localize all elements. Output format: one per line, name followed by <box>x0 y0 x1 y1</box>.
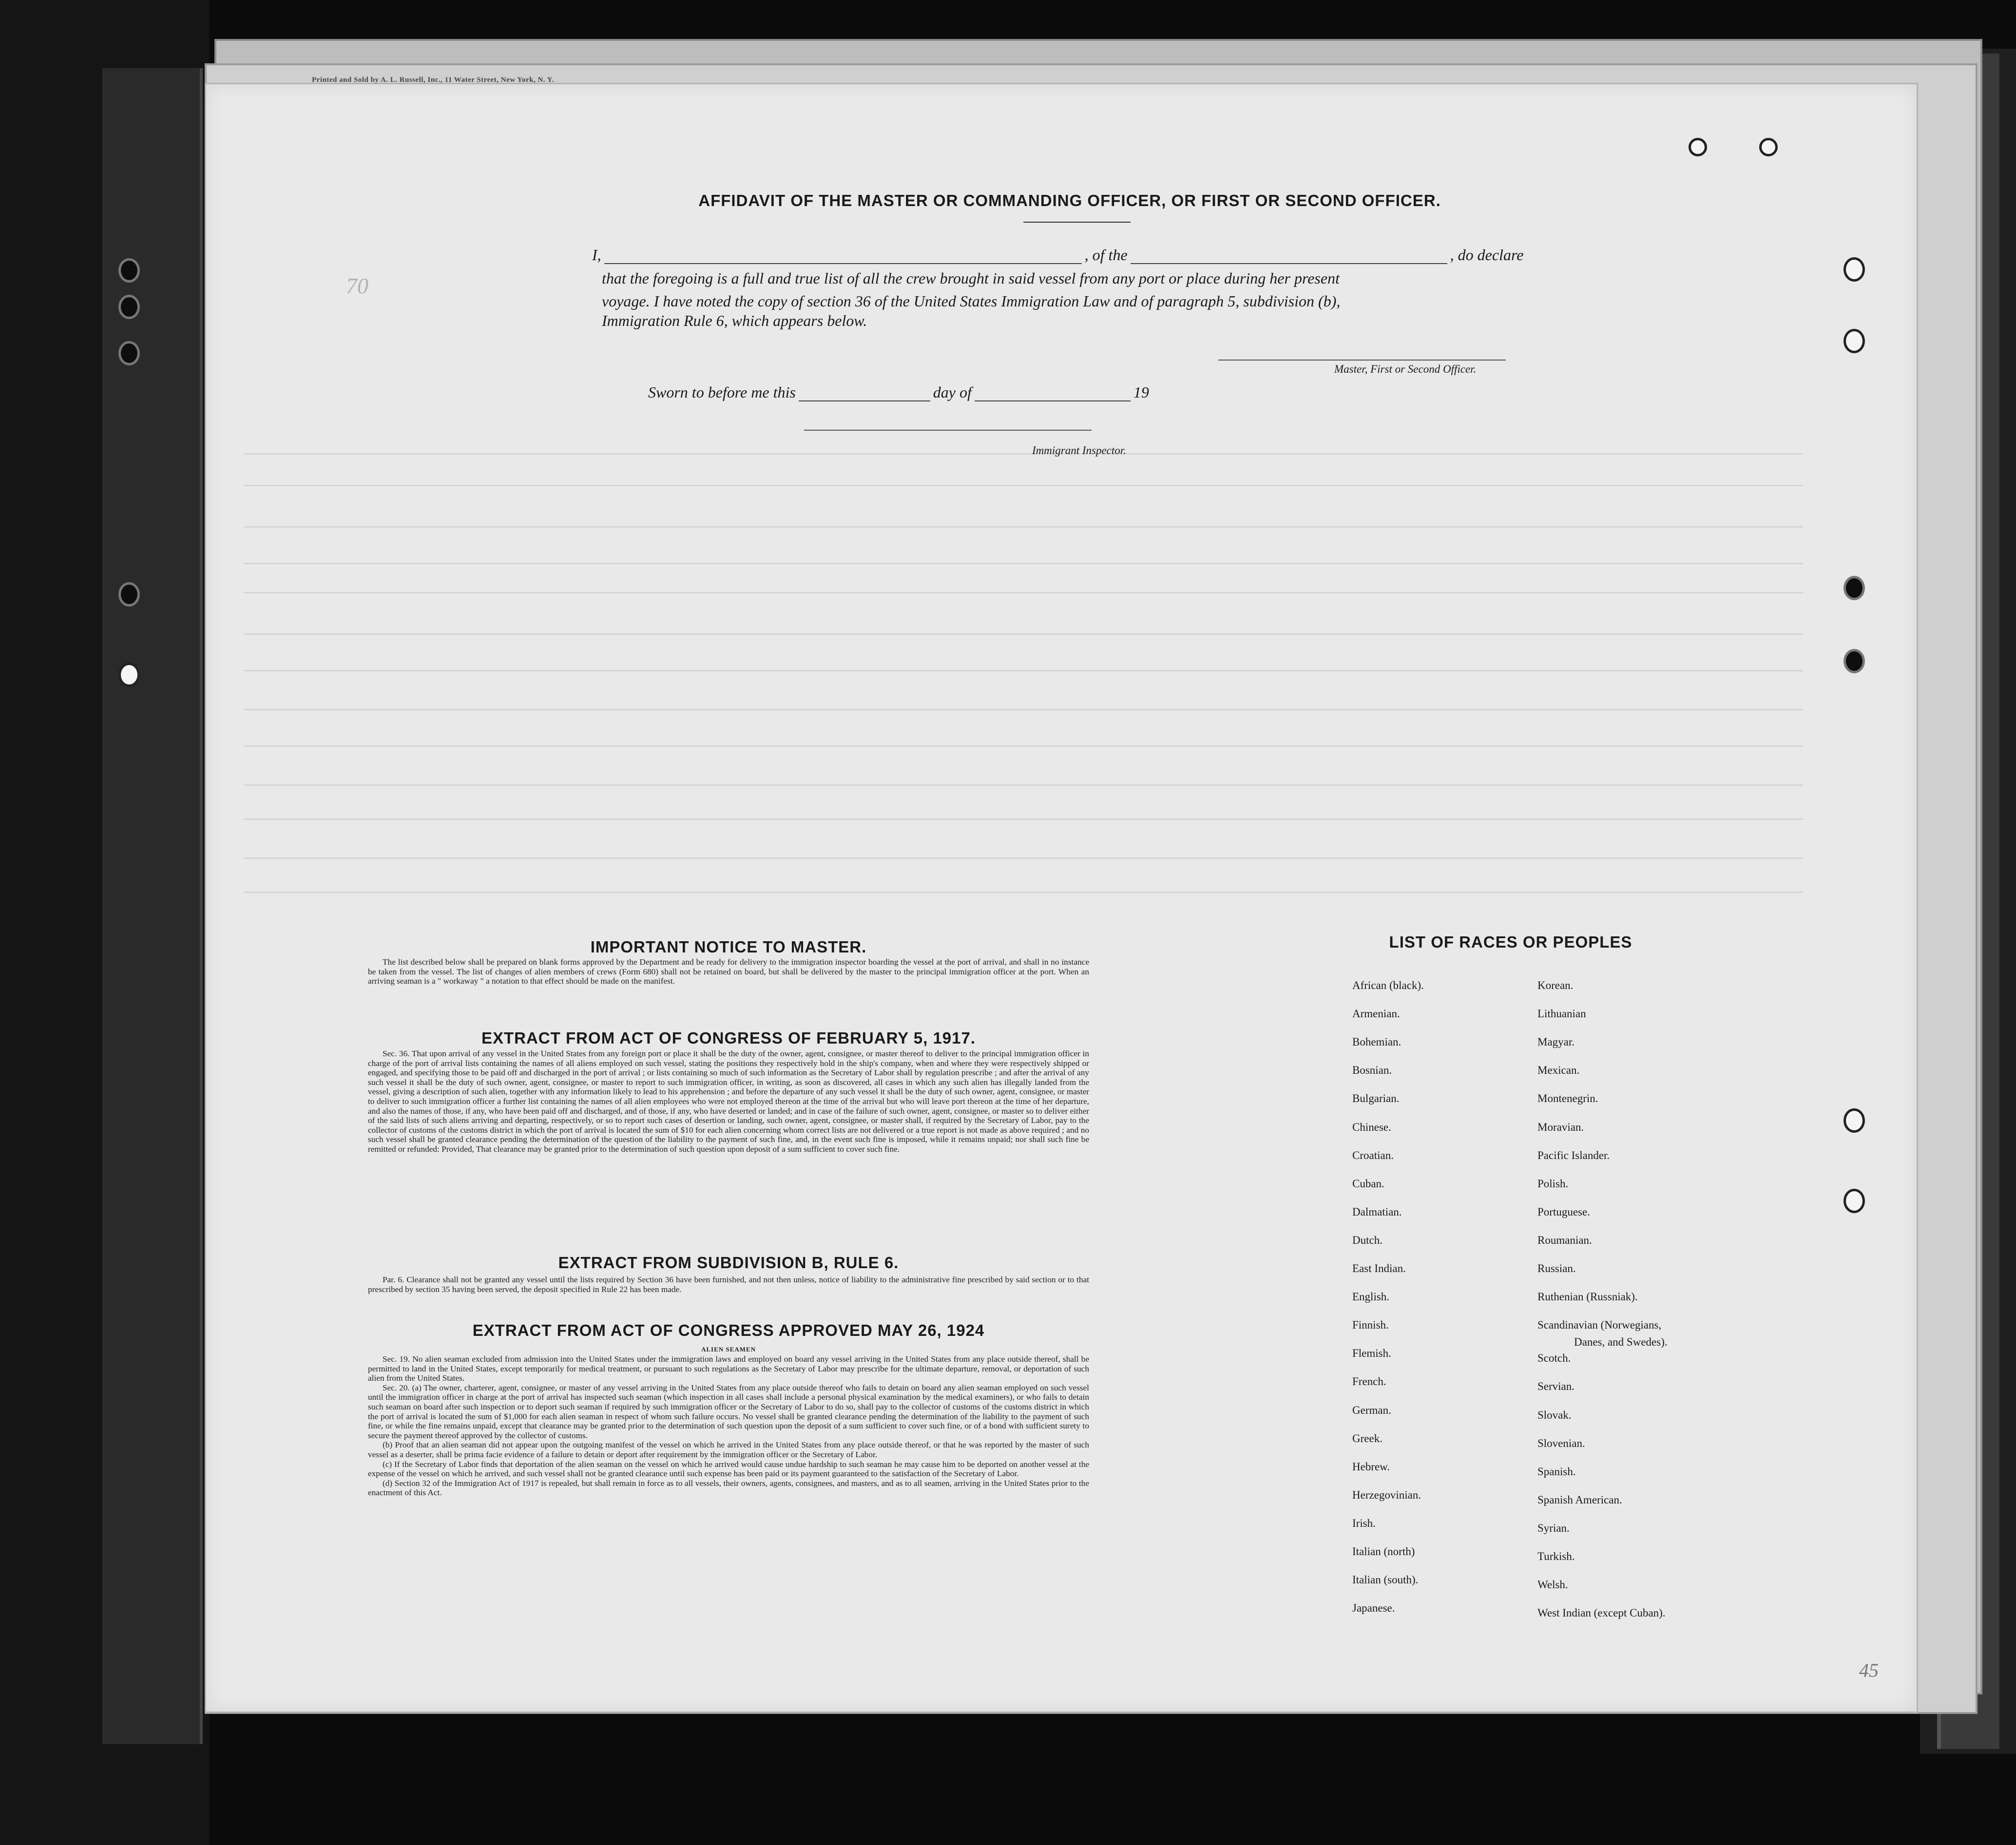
race-item: Japanese. <box>1352 1602 1395 1615</box>
extract-1917-paragraph: Sec. 36. That upon arrival of any vessel in the United States from any foreign port or place it shall be the duty of the owner, agent, consignee, or master thereof to deliver to the principal immigration officer in charge of the port of arrival lists containing the names of all aliens employed on such vessel, stating the positions they respectively hold in the ship's company, when and where they were respectively shipped or engaged, and specifying those to be paid off and discharged in the port of arrival ; or lists containing so much of such information as the Secretary of Labor shall by regulation prescribe ; and after the arrival of any such vessel it shall be the duty of such owner, agent, consignee, or master to report to such immigration officer, in writing, as soon as discovered, all cases in which any such alien has illegally landed from the vessel, giving a description of such alien, together with any information likely to lead to his apprehension ; and before the departure of any such vessel it shall be the duty of such owner, agent, consignee, or master to deliver to such immigration officer a further list containing the names of all alien employees who were not employed thereon at the time of the arrival but who will leave port thereon at the time of her departure, and also the names of those, if any, who have been paid off and discharged, and of those, if any, who have deserted or landed; and in case of the failure of such owner, agent, consignee, or master so to deliver either of the said lists of such aliens arriving and departing, respectively, or so to report such cases of desertion or landing, such owner, agent, consignee, or master shall, if required by the Secretary of Labor, pay to the collector of customs of the customs district in which the port of arrival is located the sum of $10 for each alien concerning whom correct lists are not delivered or a true report is not made as above required ; and no such vessel shall be granted clearance pending the determination of the question of the liability to the payment of such fine, and, in the event such fine is imposed, while it remains unpaid; nor shall such fine be remitted or refunded: Provided, That clearance may be granted prior to the determination of such question upon deposit of a sum sufficient to cover such fine. <box>368 1049 1089 1154</box>
races-title: LIST OF RACES OR PEOPLES <box>1389 933 1632 951</box>
punch-hole <box>1843 257 1865 282</box>
subdivision-b-title: EXTRACT FROM SUBDIVISION B, RULE 6. <box>558 1254 899 1272</box>
extract-1924-paragraph: (c) If the Secretary of Labor finds that deportation of the alien seaman on the vessel on which he arrived would cause undue hardship to such seaman he may cause him to be deported on another vessel at the expense of the vessel on which he arrived, and such vessel shall not be granted clearance until such expense has been paid or its payment guaranteed to the satisfaction of the Secretary of Labor. <box>368 1459 1089 1479</box>
ghost-row <box>244 857 1803 859</box>
notice-paragraph: The list described below shall be prepared on blank forms approved by the Department and be ready for delivery to the immigration inspector boarding the vessel at the port of arrival, and shall in no instance be taken from the vessel. The list of changes of alien members of crews (Form 680) shall not be retained on board, but shall be delivered by the master to the principal immigration officer at the port. When an arriving seaman is a " workaway " a notation to that effect should be made on the manifest. <box>368 957 1089 986</box>
ghost-row <box>244 485 1803 486</box>
punch-hole <box>1689 138 1707 156</box>
race-item: Spanish. <box>1537 1465 1576 1478</box>
declaration-line <box>592 246 1523 264</box>
race-item: Lithuanian <box>1537 1008 1586 1020</box>
extract-1917-title: EXTRACT FROM ACT OF CONGRESS OF FEBRUARY 5, 1917. <box>481 1029 976 1047</box>
punch-hole <box>1843 649 1865 673</box>
declaration-of-the: , of the <box>1084 246 1128 264</box>
declaration-i: I, <box>592 246 601 264</box>
sworn-text: Sworn to before me this <box>648 383 796 401</box>
subdivision-b-text <box>368 1275 1089 1294</box>
race-item: Russian. <box>1537 1262 1576 1274</box>
race-item: Italian (south). <box>1352 1574 1419 1586</box>
notice-title: IMPORTANT NOTICE TO MASTER. <box>590 938 867 956</box>
punch-hole <box>118 663 140 687</box>
extract-1924-paragraph: (d) Section 32 of the Immigration Act of 1917 is repealed, but shall remain in force as to all vessels, their owners, agents, consignees, and masters, and as to all seamen, arriving in the United States prior to the enactment of this Act. <box>368 1478 1089 1498</box>
race-item: Pacific Islander. <box>1537 1149 1610 1161</box>
declaration-declare: , do declare <box>1450 246 1524 264</box>
extract-1924-text <box>368 1354 1089 1498</box>
ghost-row <box>244 563 1803 564</box>
alien-seamen-subtitle: ALIEN SEAMEN <box>701 1346 756 1353</box>
race-item: Scotch. <box>1537 1352 1571 1365</box>
extract-1924-title: EXTRACT FROM ACT OF CONGRESS APPROVED MAY 26, 1924 <box>472 1321 985 1339</box>
ghost-row <box>244 453 1803 455</box>
race-item: Cuban. <box>1352 1177 1384 1190</box>
ghost-row <box>244 526 1803 528</box>
race-item: Finnish. <box>1352 1319 1389 1331</box>
race-item: Flemish. <box>1352 1347 1391 1360</box>
affidavit-line-3: voyage. I have noted the copy of section 36 of the United States Immigration Law and of paragraph 5, subdivision (b), <box>602 292 1341 310</box>
race-item: Polish. <box>1537 1177 1569 1190</box>
notice-text <box>368 957 1089 986</box>
race-item: Roumanian. <box>1537 1234 1592 1246</box>
subdivision-b-paragraph: Par. 6. Clearance shall not be granted any vessel until the lists required by Section 36 have been furnished, and not then unless, notice of liability to the administrative fine prescribed by said section or to that prescribed by section 35 having been served, the deposit specified in Rule 22 has been made. <box>368 1275 1089 1294</box>
title-underline <box>1023 222 1131 223</box>
race-item: Herzegovinian. <box>1352 1488 1421 1501</box>
race-item: Spanish American. <box>1537 1493 1622 1506</box>
race-item: English. <box>1352 1291 1390 1303</box>
extract-1924-paragraph: Sec. 19. No alien seaman excluded from admission into the United States under the immigration laws and employed on board any vessel arriving in the United States from any place outside thereof, shall be permitted to land in the United States, except temporarily for medical treatment, or pursuant to such regulations as the Secretary of Labor may prescribe for the ultimate departure, removal, or deportation of such alien from the United States. <box>368 1354 1089 1383</box>
race-item: Bohemian. <box>1352 1036 1402 1048</box>
extract-1924-paragraph: Sec. 20. (a) The owner, charterer, agent, consignee, or master of any vessel arriving in the United States from any place outside thereof who fails to detain on board any alien seaman employed on such vessel until the immigration officer in charge at the port of arrival has inspected such seaman (which inspection in all cases shall include a personal physical examination by the medical examiners), or who fails to detain such seaman on board after such inspection or to deport such seaman if required by such immigration officer or the Secretary of Labor to do so, shall pay to the collector of customs of the customs district in which the port of arrival is located the sum of $1,000 for each alien seaman in respect of whom such failure occurs. No vessel shall be granted clearance pending the determination of the liability to the payment of such fine, or while the fine remains unpaid, except that clearance may be granted prior to the determination of such question upon the deposit of a sum sufficient to cover such fine, or of a bond with sufficient surety to secure the payment thereof approved by the collector of customs. <box>368 1383 1089 1440</box>
race-item: Turkish. <box>1537 1550 1575 1562</box>
master-label: Master, First or Second Officer. <box>1334 363 1477 375</box>
ghost-row <box>244 709 1803 710</box>
extract-1917-text <box>368 1049 1089 1154</box>
month-blank <box>975 400 1131 401</box>
race-item: Dalmatian. <box>1352 1205 1402 1218</box>
sworn-line <box>648 383 1149 401</box>
name-blank <box>604 263 1082 264</box>
day-of-text: day of <box>933 383 972 401</box>
race-item: African (black). <box>1352 979 1424 991</box>
race-item: German. <box>1352 1404 1391 1416</box>
affidavit-line-4: Immigration Rule 6, which appears below. <box>602 312 867 329</box>
margin-number: 70 <box>346 273 368 298</box>
race-item: West Indian (except Cuban). <box>1537 1607 1666 1619</box>
race-item: Montenegrin. <box>1537 1092 1598 1105</box>
punch-hole <box>118 295 140 319</box>
race-item: Portuguese. <box>1537 1205 1590 1218</box>
ghost-row <box>244 892 1803 893</box>
year-text: 19 <box>1133 383 1149 401</box>
punch-hole <box>118 258 140 283</box>
race-item: Korean. <box>1537 979 1574 991</box>
race-item: Welsh. <box>1537 1579 1568 1591</box>
ghost-row <box>244 592 1803 593</box>
punch-hole <box>1843 329 1865 353</box>
race-item: Moravian. <box>1537 1121 1584 1133</box>
punch-hole <box>1843 1108 1865 1133</box>
affidavit-line-2: that the foregoing is a full and true list of all the crew brought in said vessel from any port or place during her present <box>602 269 1340 287</box>
race-item: Syrian. <box>1537 1522 1570 1534</box>
inspector-signature-line <box>804 430 1092 431</box>
race-item: Bulgarian. <box>1352 1092 1400 1105</box>
extract-1924-paragraph: (b) Proof that an alien seaman did not appear upon the outgoing manifest of the vessel on which he arrived in the United States from any place outside thereof, or that he was reported by the master of such vessel as a deserter, shall be prima facie evidence of a failure to detain or deport after requirement by the immigration officer or the Secretary of Labor. <box>368 1440 1089 1459</box>
ghost-row <box>244 784 1803 786</box>
race-item: Hebrew. <box>1352 1460 1390 1473</box>
inspector-label: Immigrant Inspector. <box>1032 444 1126 456</box>
ghost-row <box>244 670 1803 671</box>
corner-mark: 45 <box>1859 1659 1879 1681</box>
day-blank <box>799 400 930 401</box>
ghost-row <box>244 633 1803 635</box>
race-item: Bosnian. <box>1352 1064 1392 1077</box>
ghost-row <box>244 818 1803 820</box>
race-item: Ruthenian (Russniak). <box>1537 1291 1638 1303</box>
race-item: Italian (north) <box>1352 1545 1415 1558</box>
race-item: Slovak. <box>1537 1408 1572 1421</box>
race-scandinavian-continued: Danes, and Swedes). <box>1574 1336 1668 1348</box>
binder-strip <box>102 68 203 1744</box>
race-item: Irish. <box>1352 1517 1376 1529</box>
race-item: Servian. <box>1537 1380 1575 1393</box>
race-item: Mexican. <box>1537 1064 1580 1077</box>
ghost-row <box>244 745 1803 747</box>
race-item: Croatian. <box>1352 1149 1394 1161</box>
punch-hole <box>1759 138 1778 156</box>
punch-hole <box>1843 576 1865 600</box>
punch-hole <box>118 341 140 365</box>
race-item: Slovenian. <box>1537 1437 1585 1449</box>
master-signature-line <box>1218 360 1506 361</box>
race-item: Scandinavian (Norwegians, <box>1537 1319 1662 1331</box>
punch-hole <box>1843 1189 1865 1213</box>
race-item: East Indian. <box>1352 1262 1406 1274</box>
race-item: Greek. <box>1352 1432 1382 1445</box>
printer-imprint: Printed and Sold by A. L. Russell, Inc., 11 Water Street, New York, N. Y. <box>312 76 554 84</box>
punch-hole <box>118 582 140 607</box>
race-item: French. <box>1352 1375 1386 1388</box>
race-item: Magyar. <box>1537 1036 1575 1048</box>
race-item: Dutch. <box>1352 1234 1382 1246</box>
vessel-blank <box>1131 263 1447 264</box>
affidavit-title: AFFIDAVIT OF THE MASTER OR COMMANDING OFFICER, OR FIRST OR SECOND OFFICER. <box>698 191 1441 209</box>
race-item: Armenian. <box>1352 1008 1400 1020</box>
race-item: Chinese. <box>1352 1121 1391 1133</box>
